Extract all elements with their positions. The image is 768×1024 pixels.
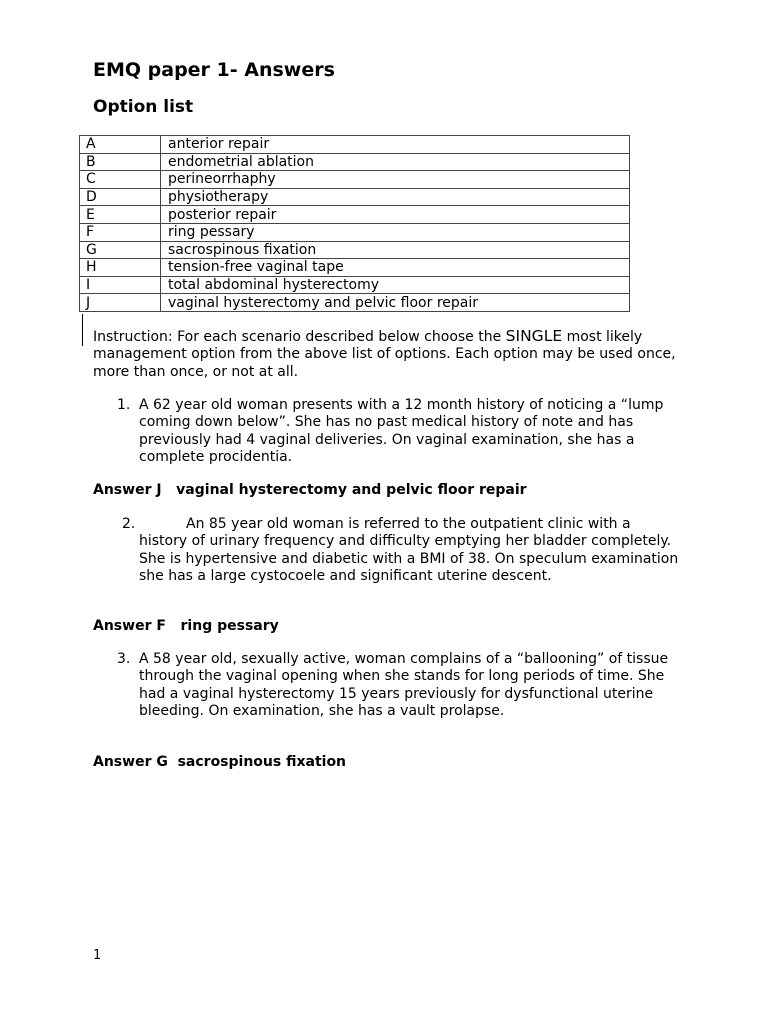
answer-2: Answer F ring pessary: [93, 618, 279, 634]
instruction-emphasis: SINGLE: [505, 327, 563, 345]
page-number: 1: [93, 948, 102, 963]
option-row: [80, 136, 630, 154]
option-row: [80, 171, 630, 189]
option-text: vaginal hysterectomy and pelvic floor repair: [161, 294, 630, 312]
option-row: [80, 259, 630, 277]
option-letter: A: [80, 136, 161, 154]
instruction-after: most likely management option from the above list of options. Each option may be used once, more than once, or not at all.: [93, 329, 676, 380]
option-letter: B: [80, 153, 161, 171]
option-text: perineorrhaphy: [161, 171, 630, 189]
question-1-text: A 62 year old woman presents with a 12 month history of noticing a “lump coming down below”. She has no past medical history of note and has previously had 4 vaginal deliveries. On vaginal examination, she has a complete procidentia.: [139, 397, 664, 466]
option-letter: E: [80, 206, 161, 224]
option-text: physiotherapy: [161, 188, 630, 206]
option-row: [80, 223, 630, 241]
option-letter: C: [80, 171, 161, 189]
option-letter: H: [80, 259, 161, 277]
question-3-number: 3.: [117, 651, 131, 667]
option-list-heading: Option list: [93, 97, 194, 117]
answer-3: Answer G sacrospinous fixation: [93, 754, 347, 770]
option-text: endometrial ablation: [161, 153, 630, 171]
answer-1: Answer J vaginal hysterectomy and pelvic floor repair: [93, 482, 527, 498]
option-row: [80, 276, 630, 294]
option-row: [80, 241, 630, 259]
instruction-before: Instruction: For each scenario described below choose the: [93, 329, 506, 345]
option-text: anterior repair: [161, 136, 630, 154]
option-text: tension-free vaginal tape: [161, 259, 630, 277]
option-letter: J: [80, 294, 161, 312]
option-row: [80, 206, 630, 224]
option-letter: D: [80, 188, 161, 206]
option-row: [80, 294, 630, 312]
option-letter: G: [80, 241, 161, 259]
question-2-number: 2.: [122, 516, 136, 532]
text-cursor: [82, 314, 83, 346]
option-text: total abdominal hysterectomy: [161, 276, 630, 294]
option-letter: F: [80, 223, 161, 241]
option-row: [80, 153, 630, 171]
option-letter: I: [80, 276, 161, 294]
option-text: sacrospinous fixation: [161, 241, 630, 259]
page-title: EMQ paper 1- Answers: [93, 59, 335, 81]
instruction-text: [93, 328, 683, 381]
question-1-number: 1.: [117, 397, 131, 413]
options-table: [79, 135, 630, 312]
option-row: [80, 188, 630, 206]
option-text: ring pessary: [161, 223, 630, 241]
option-text: posterior repair: [161, 206, 630, 224]
question-2-text: An 85 year old woman is referred to the outpatient clinic with a history of urinary frequency and difficulty emptying her bladder completely. She is hypertensive and diabetic with a BMI of 38. On speculum examination she has a large cystocoele and significant uterine descent.: [139, 516, 679, 585]
question-3-text: A 58 year old, sexually active, woman complains of a “ballooning” of tissue through the vaginal opening when she stands for long periods of time. She had a vaginal hysterectomy 15 years previously for dysfunctional uterine bleeding. On examination, she has a vault prolapse.: [139, 651, 669, 720]
